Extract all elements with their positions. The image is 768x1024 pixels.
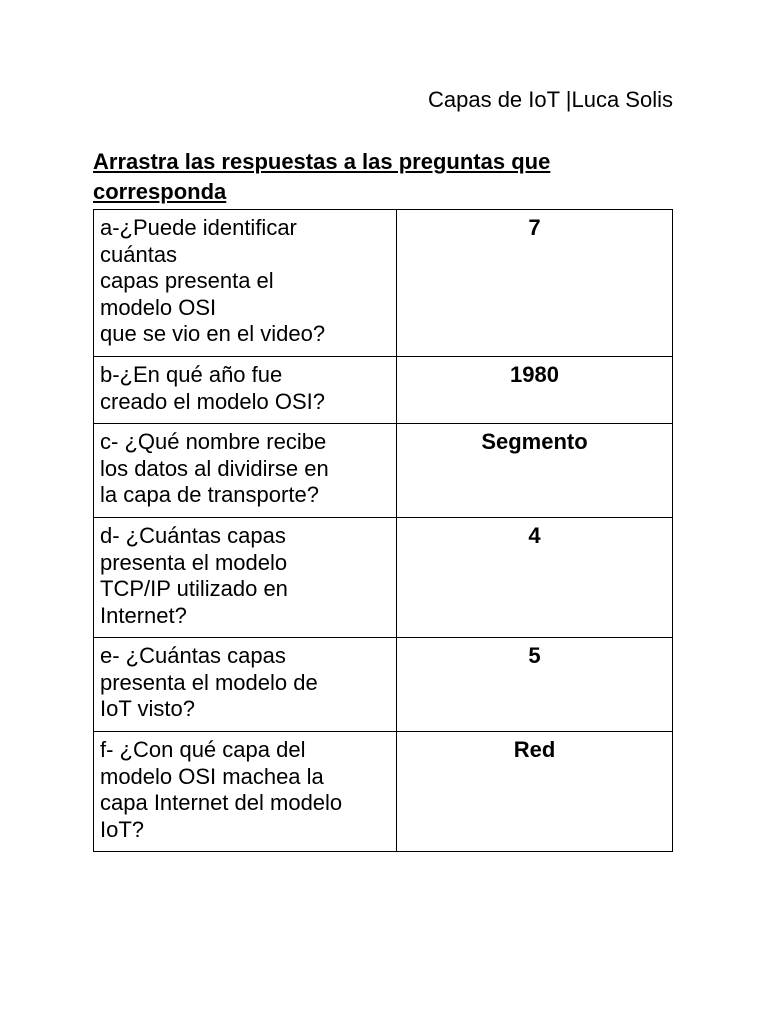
answer-drop-cell[interactable]: Red (397, 732, 673, 852)
question-cell: b-¿En qué año fue creado el modelo OSI? (94, 357, 397, 424)
table-row (94, 518, 673, 638)
answer-drop-cell[interactable]: Segmento (397, 424, 673, 518)
table-row (94, 424, 673, 518)
answer-drop-cell[interactable]: 4 (397, 518, 673, 638)
answer-drop-cell[interactable]: 5 (397, 638, 673, 732)
question-cell: d- ¿Cuántas capas presenta el modelo TCP/IP utilizado en Internet? (94, 518, 397, 638)
instruction-heading: Arrastra las respuestas a las preguntas que corresponda (93, 149, 551, 204)
question-answer-table (93, 209, 673, 852)
table-row (94, 732, 673, 852)
question-cell: c- ¿Qué nombre recibe los datos al dividirse en la capa de transporte? (94, 424, 397, 518)
answer-drop-cell[interactable]: 1980 (397, 357, 673, 424)
table-row (94, 210, 673, 357)
document-header: Capas de IoT |Luca Solis (427, 87, 673, 112)
question-cell: e- ¿Cuántas capas presenta el modelo de IoT visto? (94, 638, 397, 732)
question-cell: a-¿Puede identificar cuántas capas presenta el modelo OSI que se vio en el video? (94, 210, 397, 357)
answer-drop-cell[interactable]: 7 (397, 210, 673, 357)
table-row (94, 357, 673, 424)
table-row (94, 638, 673, 732)
question-cell: f- ¿Con qué capa del modelo OSI machea la capa Internet del modelo IoT? (94, 732, 397, 852)
